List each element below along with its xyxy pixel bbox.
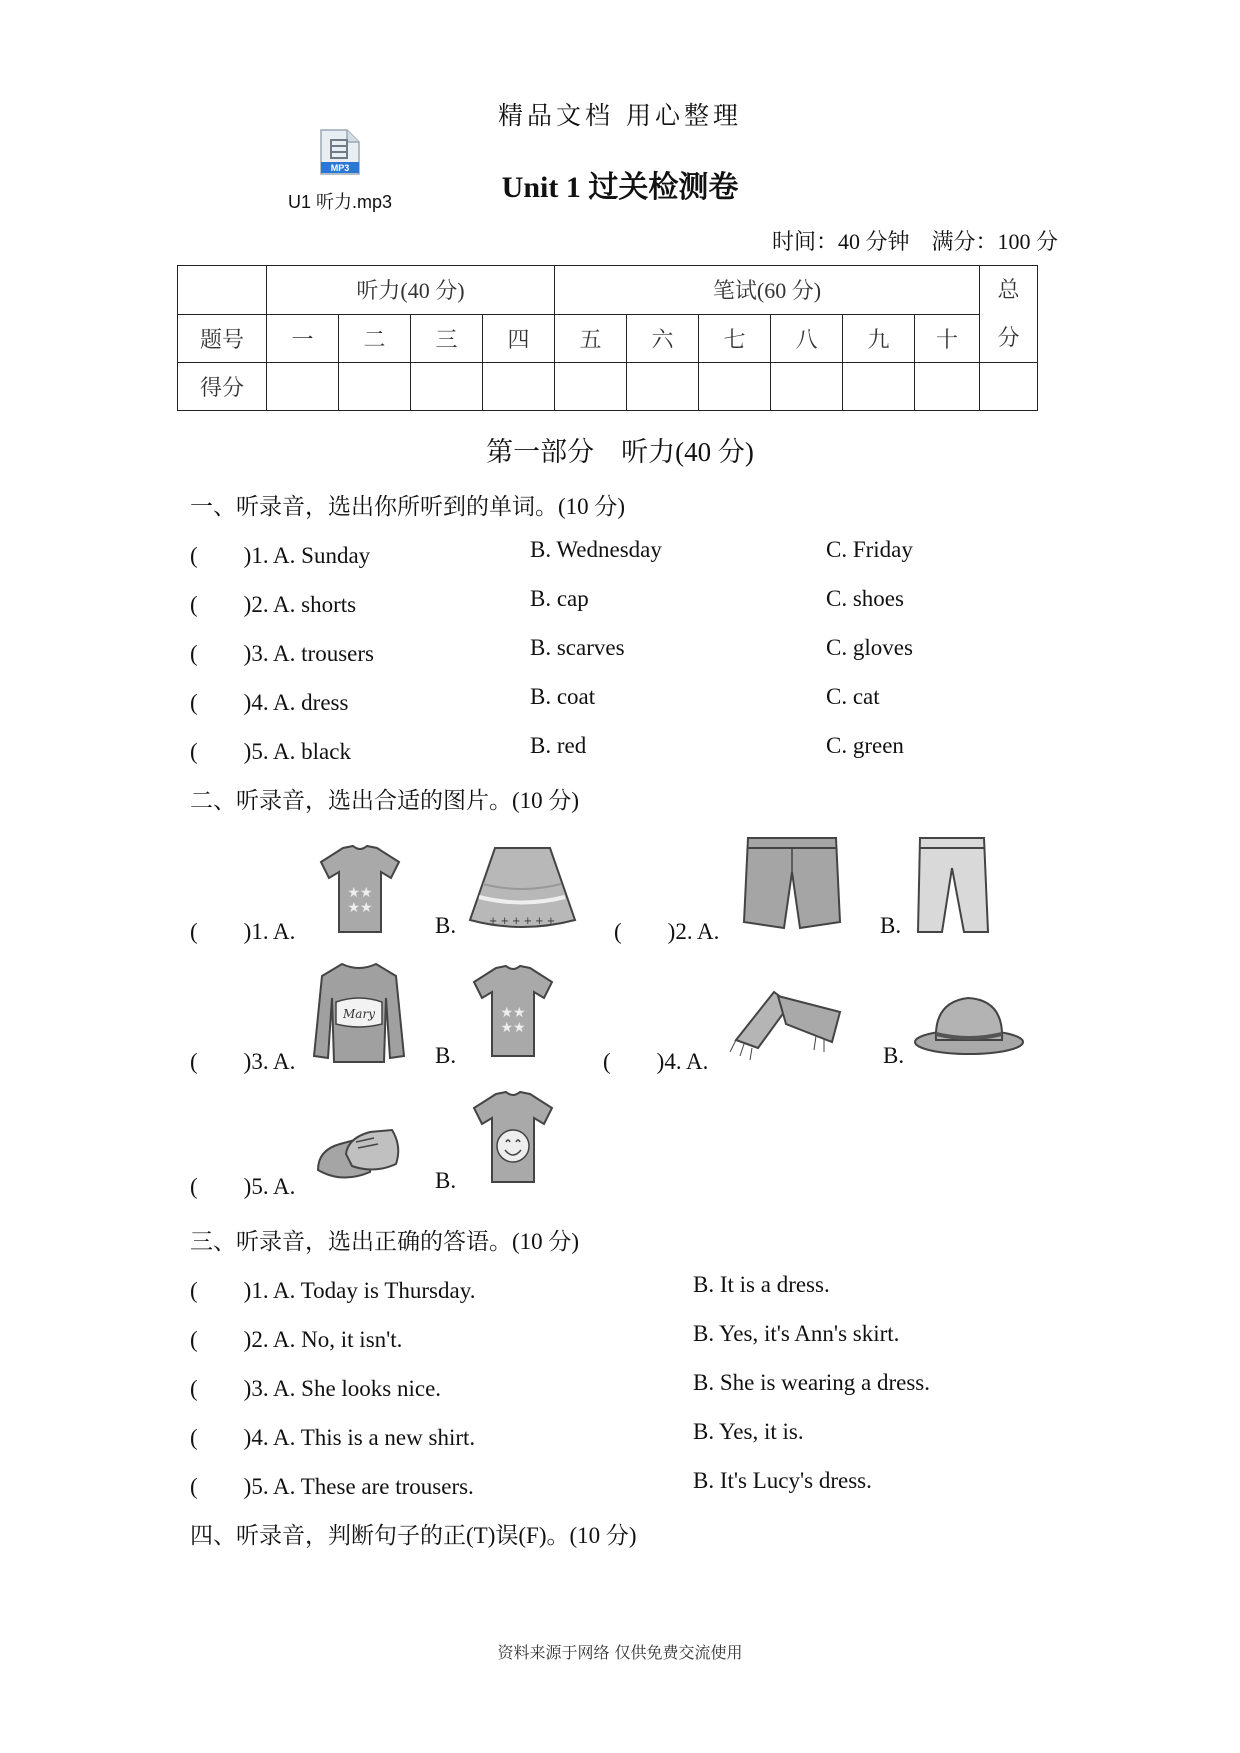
- trousers-icon: [912, 832, 992, 937]
- s2-q1-label: ( )1. A.: [190, 919, 296, 944]
- score-cell[interactable]: [411, 363, 483, 411]
- num-10: 十: [915, 314, 980, 363]
- tshirt-stars-icon: [315, 842, 405, 937]
- list-item: ( )1. A. Sunday B. Wednesday C. Friday: [190, 537, 913, 568]
- list-item: ( )3. A. trousers B. scarves C. gloves: [190, 635, 913, 666]
- list-item: ( )3. A. She looks nice. B. She is wearing a dress.: [190, 1370, 930, 1401]
- num-3: 三: [411, 314, 483, 363]
- footer-note: 资料来源于网络 仅供免费交流使用: [497, 1643, 743, 1662]
- s2-q5-label: ( )5. A.: [190, 1174, 296, 1199]
- svg-text:★★: ★★: [347, 900, 373, 916]
- shoes-icon: [312, 1120, 402, 1190]
- list-item: ( )5. A. These are trousers. B. It's Lucy's dress.: [190, 1468, 872, 1499]
- top-banner: 精品文档 用心整理: [498, 101, 742, 130]
- section3-heading: 三、听录音，选出正确的答语。(10 分): [190, 1229, 580, 1254]
- listening-header: 听力(40 分): [267, 266, 555, 315]
- svg-text:★★: ★★: [500, 1020, 526, 1036]
- sweater-text: Mary: [343, 1007, 375, 1021]
- score-table: [177, 265, 1038, 411]
- s2-q4-label: ( )4. A.: [603, 1049, 709, 1074]
- part1-title: 第一部分 听力(40 分): [486, 437, 754, 467]
- score-cell[interactable]: [915, 363, 980, 411]
- shorts-icon: [740, 832, 845, 937]
- list-item: ( )1. A. Today is Thursday. B. It is a dress.: [190, 1272, 830, 1303]
- score-cell[interactable]: [980, 363, 1038, 411]
- list-item: ( )5. A. black B. red C. green: [190, 733, 904, 764]
- num-2: 二: [339, 314, 411, 363]
- list-item: ( )4. A. dress B. coat C. cat: [190, 684, 880, 715]
- scarf-icon: [728, 982, 848, 1062]
- time-info: 时间：40 分钟 满分：100 分: [771, 229, 1058, 254]
- score-cell[interactable]: [339, 363, 411, 411]
- svg-text:★★: ★★: [500, 1005, 526, 1021]
- mp3-badge: MP3: [330, 163, 350, 173]
- list-item: ( )2. A. No, it isn't. B. Yes, it's Ann's skirt.: [190, 1321, 900, 1352]
- section1-heading: 一、听录音，选出你所听到的单词。(10 分): [190, 494, 626, 519]
- num-9: 九: [843, 314, 915, 363]
- row-label-score: 得分: [178, 363, 267, 411]
- svg-text:★★: ★★: [347, 885, 373, 901]
- score-cell[interactable]: [843, 363, 915, 411]
- page-title: Unit 1 过关检测卷: [501, 171, 739, 204]
- row-label-number: 题号: [178, 314, 267, 363]
- s2-q4-b-label: B.: [883, 1043, 905, 1068]
- list-item: ( )4. A. This is a new shirt. B. Yes, it is.: [190, 1419, 804, 1450]
- hat-icon: [912, 990, 1027, 1060]
- num-7: 七: [699, 314, 771, 363]
- num-5: 五: [555, 314, 627, 363]
- num-4: 四: [483, 314, 555, 363]
- tshirt-stars-icon: [468, 962, 558, 1062]
- num-1: 一: [267, 314, 339, 363]
- skirt-icon: [465, 842, 580, 932]
- s2-q2-label: ( )2. A.: [614, 919, 720, 944]
- score-cell[interactable]: [627, 363, 699, 411]
- section4-heading: 四、听录音，判断句子的正(T)误(F)。(10 分): [190, 1523, 637, 1548]
- svg-text:+ + + + + +: + + + + + +: [488, 916, 556, 927]
- tshirt-smiley-icon: [468, 1088, 558, 1188]
- s2-q3-label: ( )3. A.: [190, 1049, 296, 1074]
- section2-heading: 二、听录音，选出合适的图片。(10 分): [190, 788, 580, 813]
- num-6: 六: [627, 314, 699, 363]
- score-cell[interactable]: [483, 363, 555, 411]
- list-item: ( )2. A. shorts B. cap C. shoes: [190, 586, 904, 617]
- score-cell[interactable]: [699, 363, 771, 411]
- writing-header: 笔试(60 分): [555, 266, 980, 315]
- total-header: 总 分: [980, 266, 1038, 363]
- score-cell[interactable]: [267, 363, 339, 411]
- num-8: 八: [771, 314, 843, 363]
- s2-q1-b-label: B.: [435, 913, 457, 938]
- mp3-label: U1 听力.mp3: [287, 192, 393, 212]
- s2-q2-b-label: B.: [880, 913, 902, 938]
- s2-q5-b-label: B.: [435, 1168, 457, 1193]
- s2-q3-b-label: B.: [435, 1043, 457, 1068]
- score-cell[interactable]: [555, 363, 627, 411]
- score-cell[interactable]: [771, 363, 843, 411]
- sweater-icon: [312, 958, 407, 1070]
